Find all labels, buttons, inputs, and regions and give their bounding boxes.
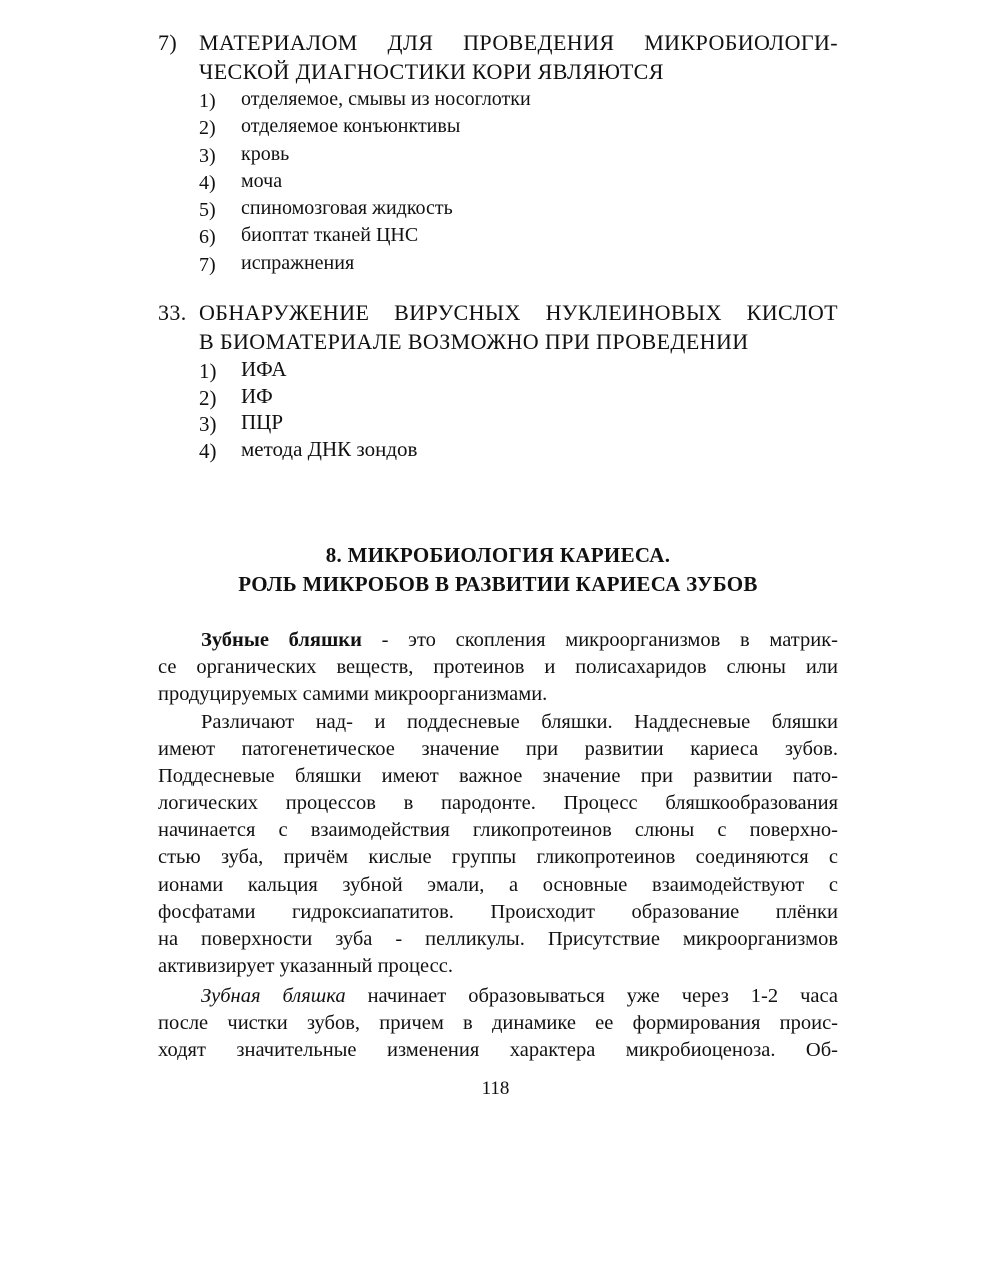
answer-option <box>158 195 838 222</box>
paragraph-line: имеют патогенетическое значение при развитии кариеса зубов. <box>158 738 838 761</box>
paragraph-line: Различают над- и поддесневые бляшки. Наддесневые бляшки <box>201 711 838 733</box>
paragraph-line: стью зуба, причём кислые группы гликопротеинов соединяются с <box>158 846 838 869</box>
answer-option <box>158 141 838 168</box>
question-text-line: МАТЕРИАЛОМ ДЛЯ ПРОВЕДЕНИЯ МИКРОБИОЛОГИ- <box>199 30 838 55</box>
answer-option <box>158 409 838 436</box>
paragraph-line: на поверхности зуба - пелликулы. Присутствие микроорганизмов <box>158 927 838 950</box>
option-number: 5) <box>199 199 216 222</box>
option-number: 1) <box>199 90 216 112</box>
option-number: 2) <box>199 117 216 140</box>
question-heading <box>158 28 838 86</box>
question-text-line: ОБНАРУЖЕНИЕ ВИРУСНЫХ НУКЛЕИНОВЫХ КИСЛОТ <box>199 300 838 325</box>
paragraph-line: ходят значительные изменения характера микробиоценоза. Об- <box>158 1039 838 1062</box>
option-text: ИФ <box>241 383 273 408</box>
question-heading <box>158 298 838 356</box>
answer-option <box>158 436 838 463</box>
paragraph-line: активизирует указанный процесс. <box>158 954 453 977</box>
paragraph-plaque-types <box>158 709 838 980</box>
question-number: 33. <box>158 300 187 325</box>
paragraph-line: продуцируемых самими микроорганизмами. <box>158 683 548 706</box>
page-number: 118 <box>481 1078 510 1099</box>
option-text: моча <box>241 169 283 192</box>
answer-options <box>158 356 838 462</box>
answer-option <box>158 250 838 277</box>
paragraph-line: фосфатами гидроксиапатитов. Происходит образование плёнки <box>158 900 838 923</box>
answer-option <box>158 222 838 249</box>
paragraph-line: се органических веществ, протеинов и полисахаридов слюны или <box>158 656 838 679</box>
paragraph-plaque-formation <box>158 983 838 1064</box>
option-number: 6) <box>199 226 216 249</box>
question-text-line: В БИОМАТЕРИАЛЕ ВОЗМОЖНО ПРИ ПРОВЕДЕНИИ <box>199 329 749 354</box>
paragraph-line <box>158 983 838 1010</box>
paragraph-text: начинает образовываться уже через 1-2 часа <box>345 985 838 1007</box>
option-text: спиномозговая жидкость <box>241 197 453 220</box>
option-number: 7) <box>199 253 216 276</box>
answer-options <box>158 86 838 277</box>
question-33 <box>158 298 838 462</box>
section-title-line-1: 8. МИКРОБИОЛОГИЯ КАРИЕСА. <box>325 543 671 567</box>
answer-option <box>158 113 838 140</box>
option-text: ИФА <box>241 357 287 381</box>
section-heading <box>158 541 838 599</box>
paragraph-line <box>158 627 838 654</box>
term-bold: Зубные бляшки <box>201 629 362 651</box>
option-number: 3) <box>199 412 217 436</box>
term-italic: Зубная бляшка <box>201 985 346 1007</box>
option-text: кровь <box>241 142 290 165</box>
paragraph-line: после чистки зубов, причем в динамике ее формирования проис- <box>158 1012 838 1035</box>
paragraph-dental-plaque-definition <box>158 627 838 708</box>
paragraph-line: начинается с взаимодействия гликопротеинов слюны с поверхно- <box>158 819 838 842</box>
option-text: отделяемое конъюнктивы <box>241 115 461 138</box>
option-number: 4) <box>199 438 217 463</box>
question-text-line: ЧЕСКОЙ ДИАГНОСТИКИ КОРИ ЯВЛЯЮТСЯ <box>199 59 664 84</box>
answer-option <box>158 356 838 383</box>
option-number: 3) <box>199 144 216 167</box>
option-text: отделяемое, смывы из носоглотки <box>241 88 531 110</box>
paragraph-line: Поддесневые бляшки имеют важное значение при развитии пато- <box>158 765 838 788</box>
option-text: испражнения <box>241 251 355 274</box>
question-7 <box>158 28 838 277</box>
option-number: 4) <box>199 171 216 194</box>
option-text: биоптат тканей ЦНС <box>241 224 419 247</box>
option-text: ПЦР <box>241 410 284 434</box>
answer-option <box>158 168 838 195</box>
paragraph-line: логических процессов в пародонте. Процесс бляшкообразования <box>158 792 838 815</box>
option-number: 2) <box>199 385 217 410</box>
section-title-line-2: РОЛЬ МИКРОБОВ В РАЗВИТИИ КАРИЕСА ЗУБОВ <box>238 572 758 596</box>
option-number: 1) <box>199 359 217 383</box>
paragraph-text: - это скопления микроорганизмов в матрик- <box>361 629 839 651</box>
option-text: метода ДНК зондов <box>241 436 418 461</box>
answer-option <box>158 86 838 113</box>
paragraph-line: ионами кальция зубной эмали, а основные взаимодействуют с <box>158 873 838 896</box>
question-number: 7) <box>158 30 178 55</box>
answer-option <box>158 383 838 410</box>
